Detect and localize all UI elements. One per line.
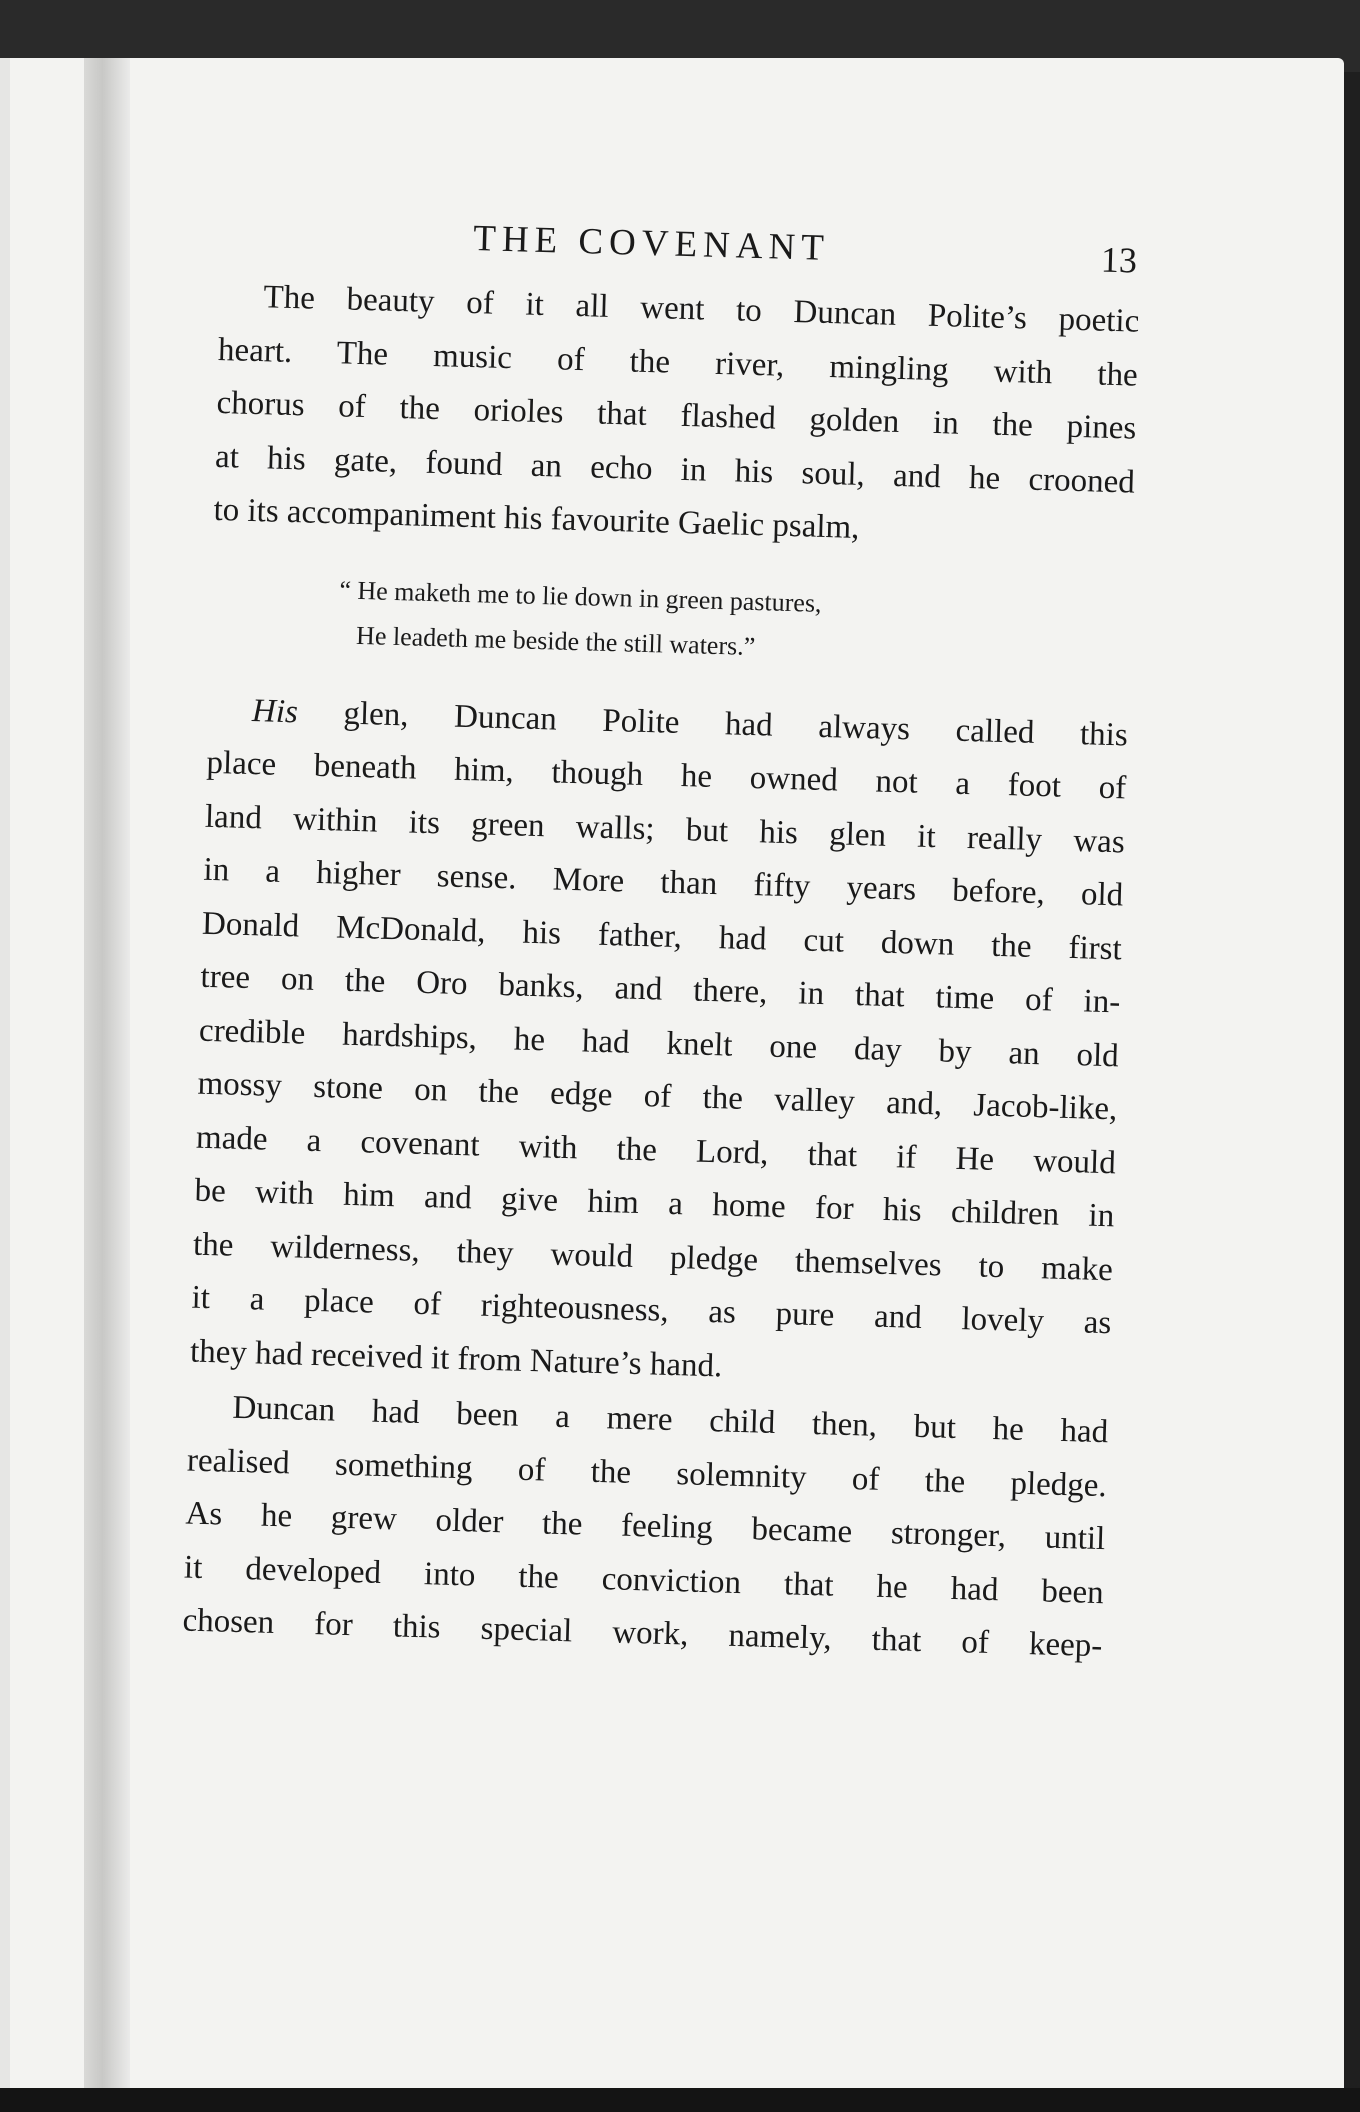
text-line: Donald McDonald, his father, had cut down the first (201, 905, 1123, 967)
text-line: be with him and give him a home for his children in (194, 1172, 1115, 1235)
facing-page-edge (0, 58, 10, 2088)
text-line: realised something of the solemnity of the pledge. (186, 1442, 1108, 1504)
running-title: THE COVENANT (472, 218, 831, 269)
text-line: tree on the Oro banks, and there, in that time of in- (200, 958, 1121, 1021)
text-line: to its accompaniment his favourite Gaelic psalm, (213, 491, 860, 546)
page-number: 13 (1100, 239, 1138, 281)
text-fragment: glen, Duncan Polite had always called this (297, 693, 1129, 753)
page-text (182, 210, 1142, 1674)
emphasis-word: His (251, 692, 299, 730)
text-line: chosen for this special work, namely, that of keep- (182, 1602, 1103, 1665)
text-line: heart. The music of the river, mingling with the (217, 331, 1139, 394)
text-line: chorus of the orioles that flashed golden in the pines (216, 384, 1137, 447)
scan-bottom-border (0, 2088, 1360, 2112)
text-line: place beneath him, though he owned not a foot of (206, 744, 1127, 807)
spine-shadow (84, 58, 130, 2088)
quote-line: He leadeth me beside the still waters.” (355, 620, 756, 661)
text-line: made a covenant with the Lord, that if He would (195, 1119, 1117, 1181)
text-line: Duncan had been a mere child then, but he had (232, 1389, 1109, 1451)
text-line: credible hardships, he had knelt one day by an old (198, 1012, 1120, 1074)
text-line: in a higher sense. More than fifty years before, old (203, 851, 1124, 914)
text-line: it developed into the conviction that he had been (183, 1548, 1105, 1611)
text-line: they had received it from Nature’s hand. (189, 1333, 723, 1384)
paragraph-1 (213, 270, 1140, 563)
text-line: the wilderness, they would pledge themselves to make (192, 1226, 1114, 1288)
text-line: it a place of righteousness, as pure and lovely as (191, 1279, 1112, 1342)
paragraph-3 (182, 1381, 1109, 1674)
text-line: land within its green walls; but his glen it really was (204, 798, 1126, 860)
text-line: As he grew older the feeling became stronger, until (185, 1495, 1106, 1558)
text-line: at his gate, found an echo in his soul, and he crooned (214, 438, 1136, 501)
paragraph-2 (189, 683, 1128, 1404)
psalm-quote (338, 567, 1132, 679)
text-line: The beauty of it all went to Duncan Polite’s poetic (263, 279, 1140, 340)
text-line: mossy stone on the edge of the valley and, Jacob-like, (197, 1065, 1118, 1128)
quote-line: “ He maketh me to lie down in green pastures, (339, 574, 822, 618)
